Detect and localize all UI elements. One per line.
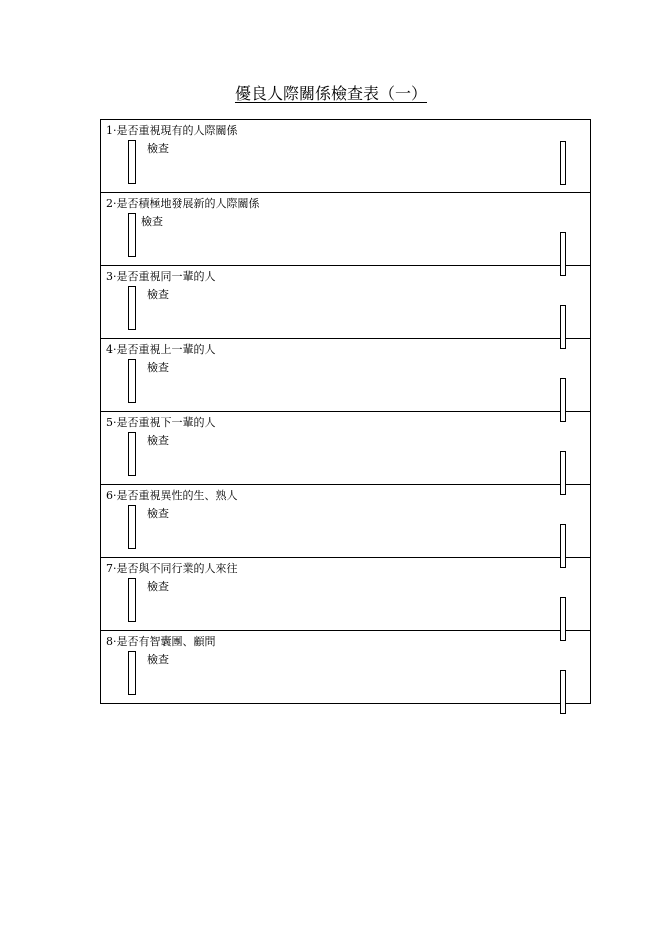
check-box-right[interactable] — [560, 141, 566, 185]
item-label: 6·是否重視異性的生、熟人 — [106, 489, 238, 502]
check-box-left[interactable] — [128, 140, 136, 184]
check-box-right[interactable] — [560, 232, 566, 276]
item-label: 8·是否有智囊團、顧問 — [106, 635, 216, 648]
check-box-right[interactable] — [560, 524, 566, 568]
check-box-right[interactable] — [560, 670, 566, 714]
check-label: 檢查 — [147, 434, 169, 447]
item-label: 3·是否重視同一輩的人 — [106, 270, 216, 283]
checklist-item — [101, 485, 590, 558]
checklist-item — [101, 266, 590, 339]
check-box-left[interactable] — [128, 651, 136, 695]
item-label: 1·是否重視現有的人際關係 — [106, 124, 238, 137]
item-label: 5·是否重視下一輩的人 — [106, 416, 216, 429]
check-label: 檢查 — [147, 288, 169, 301]
check-box-left[interactable] — [128, 505, 136, 549]
check-box-left[interactable] — [128, 213, 136, 257]
checklist-item — [101, 631, 590, 704]
item-label: 2·是否積極地發展新的人際關係 — [106, 197, 260, 210]
check-box-right[interactable] — [560, 378, 566, 422]
checklist-item — [101, 412, 590, 485]
check-box-right[interactable] — [560, 451, 566, 495]
item-label: 4·是否重視上一輩的人 — [106, 343, 216, 356]
checklist-item — [101, 339, 590, 412]
check-box-left[interactable] — [128, 286, 136, 330]
checklist-table — [100, 119, 591, 704]
check-box-left[interactable] — [128, 578, 136, 622]
check-label: 檢查 — [147, 142, 169, 155]
check-label: 檢查 — [147, 580, 169, 593]
check-label: 檢查 — [147, 507, 169, 520]
check-label: 檢查 — [147, 361, 169, 374]
checklist-item — [101, 120, 590, 193]
page-title-text: 優良人際關係檢查表（一） — [234, 84, 427, 103]
checklist-item — [101, 558, 590, 631]
check-label: 檢查 — [141, 215, 163, 228]
checklist-item — [101, 193, 590, 266]
check-box-right[interactable] — [560, 597, 566, 641]
check-label: 檢查 — [147, 653, 169, 666]
check-box-right[interactable] — [560, 305, 566, 349]
check-box-left[interactable] — [128, 359, 136, 403]
check-box-left[interactable] — [128, 432, 136, 476]
page-title — [0, 84, 662, 104]
item-label: 7·是否與不同行業的人來往 — [106, 562, 238, 575]
